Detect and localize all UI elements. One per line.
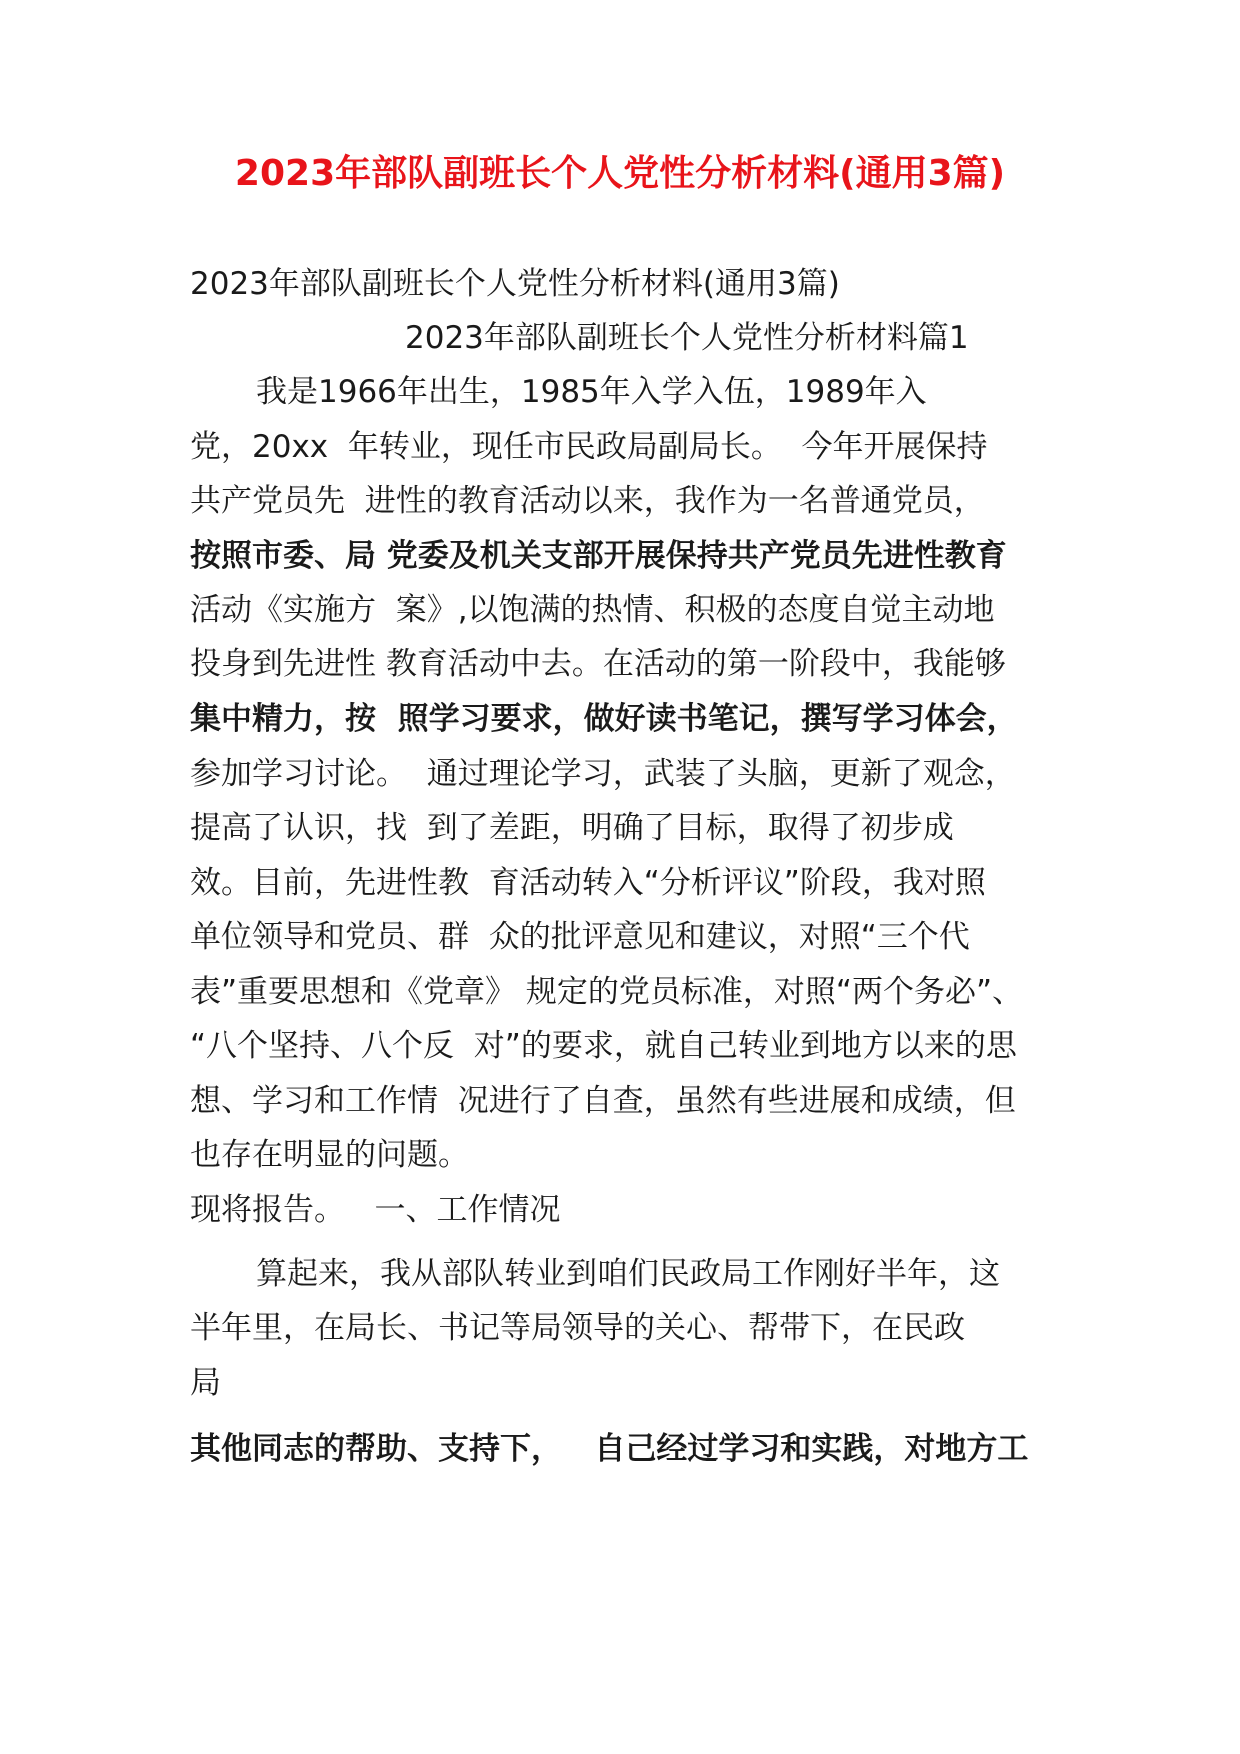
body-line-15: 也存在明显的问题。	[190, 1137, 469, 1173]
body-line-3: 共产党员先 进性的教育活动以来，我作为一名普通党员，	[190, 483, 985, 519]
body-line-2: 党，20xx 年转业，现任市民政局副局长。 今年开展保持	[190, 429, 988, 465]
body-line-1: 我是1966年出生，1985年入学入伍，1989年入	[256, 374, 927, 410]
section-heading: 2023年部队副班长个人党性分析材料篇1	[405, 320, 969, 356]
body-line-13: “八个坚持、八个反 对”的要求，就自己转业到地方以来的思	[190, 1028, 1017, 1064]
body-line-16: 现将报告。 一、工作情况	[190, 1192, 561, 1228]
body-line-17: 算起来，我从部队转业到咱们民政局工作刚好半年，这	[256, 1256, 1000, 1292]
body-line-20: 其他同志的帮助、支持下， 自己经过学习和实践，对地方工	[190, 1431, 1029, 1467]
body-line-14: 想、学习和工作情 况进行了自查，虽然有些进展和成绩，但	[190, 1083, 1016, 1119]
body-line-19: 局	[190, 1365, 221, 1401]
body-line-18: 半年里，在局长、书记等局领导的关心、帮带下，在民政	[190, 1310, 965, 1346]
body-line-12: 表”重要思想和《党章》 规定的党员标准，对照“两个务必”、	[190, 974, 1024, 1010]
body-line-5: 活动《实施方 案》,以饱满的热情、积极的态度自觉主动地	[190, 592, 995, 628]
body-line-6: 投身到先进性 教育活动中去。在活动的第一阶段中，我能够	[190, 646, 1006, 682]
body-line-7: 集中精力，按 照学习要求，做好读书笔记，撰写学习体会，	[190, 701, 1018, 737]
body-line-10: 效。目前，先进性教 育活动转入“分析评议”阶段，我对照	[190, 865, 986, 901]
body-line-8: 参加学习讨论。 通过理论学习，武装了头脑，更新了观念，	[190, 756, 1016, 792]
document-title: 2023年部队副班长个人党性分析材料(通用3篇)	[234, 153, 1006, 194]
body-line-11: 单位领导和党员、群 众的批评意见和建议，对照“三个代	[190, 919, 970, 955]
body-line-9: 提高了认识，找 到了差距，明确了目标，取得了初步成	[190, 810, 954, 846]
document-subtitle: 2023年部队副班长个人党性分析材料(通用3篇)	[190, 266, 840, 302]
body-line-4: 按照市委、局 党委及机关支部开展保持共产党员先进性教育	[190, 538, 1007, 574]
